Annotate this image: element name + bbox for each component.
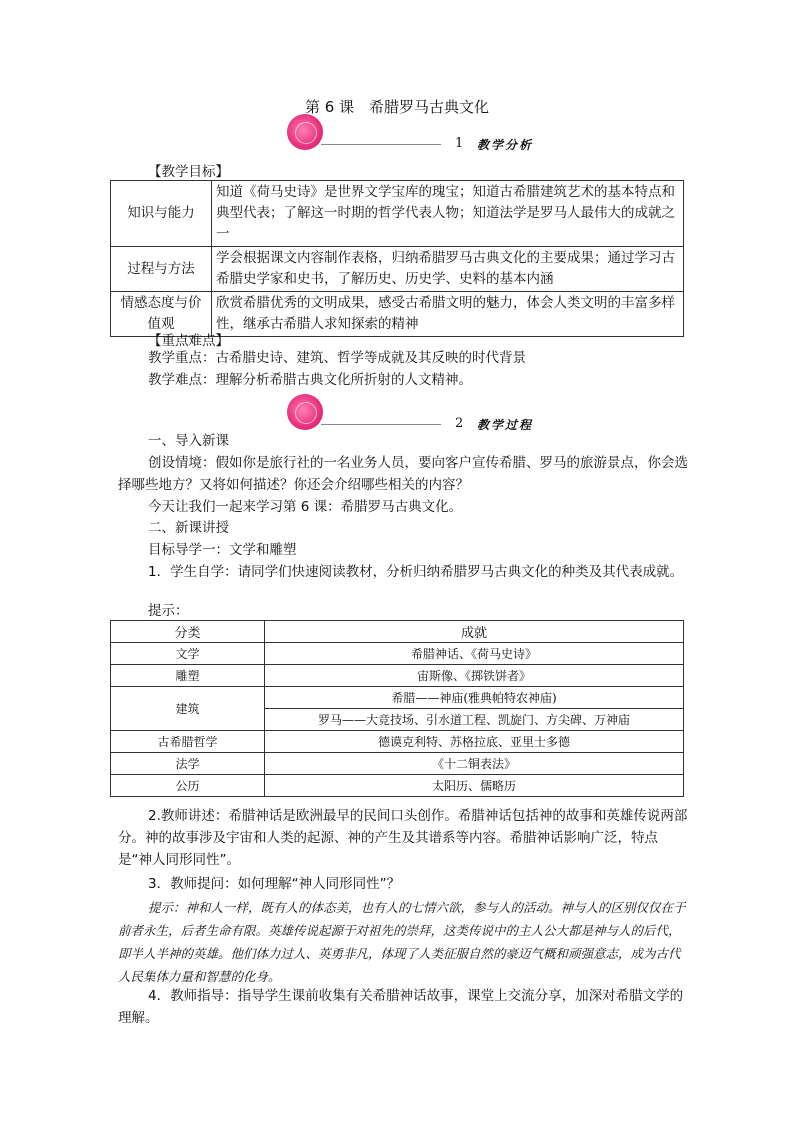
section-banner-analysis — [287, 114, 707, 154]
step2-paragraph: 2.教师讲述：希腊神话是欧洲最早的民间口头创作。希腊神话包括神的故事和英雄传说两部分。神的故事涉及宇宙和人类的起源、神的产生及其谱系等内容。希腊神话影响广泛，特点是“神人同形同性”。 — [118, 808, 688, 868]
hint2-paragraph: 提示：神和人一样，既有人的体态美，也有人的七情六欲，参与人的活动。神与人的区别仅仅在于前者永生，后者生命有限。英雄传说起源于对祖先的崇拜，这类传说中的主人公大都是神与人的后代，即半人半神的英雄。他们体力过人、英勇非凡，体现了人类征服自然的豪迈气概和顽强意志，成为古代人民集体力量和智慧的化身。 — [118, 900, 686, 984]
header-achievement: 成就 — [265, 621, 684, 643]
goal-label: 知识与能力 — [111, 181, 212, 247]
table-cell: 罗马——大竞技场、引水道工程、凯旋门、方尖碑、万神庙 — [265, 709, 684, 731]
table-row — [111, 753, 684, 775]
goal-label: 过程与方法 — [111, 247, 212, 292]
header-category: 分类 — [111, 621, 265, 643]
section-label: 教学分析 — [477, 138, 534, 152]
table-row — [111, 731, 684, 753]
scenario-paragraph: 创设情境：假如你是旅行社的一名业务人员，要向客户宣传希腊、罗马的旅游景点，你会选择哪些地方？又将如何描述？你还会介绍哪些相关的内容？ — [118, 455, 688, 493]
goal-text: 学会根据课文内容制作表格，归纳希腊罗马古典文化的主要成果；通过学习古希腊史学家和史书，了解历史、历史学、史料的基本内涵 — [212, 247, 684, 292]
table-cell: 古希腊哲学 — [111, 731, 265, 753]
table-cell: 文学 — [111, 643, 265, 665]
table-header-row — [111, 621, 684, 643]
difficult-point: 教学难点：理解分析希腊古典文化所折射的人文精神。 — [148, 372, 472, 388]
pink-circle-icon — [287, 114, 323, 150]
table-row — [111, 247, 684, 292]
section-label: 教学过程 — [477, 418, 534, 432]
goal-text: 欣赏希腊优秀的文明成果，感受古希腊文明的魅力，体会人类文明的丰富多样性，继承古希腊人求知探索的精神 — [212, 292, 684, 337]
table-cell: 希腊神话、《荷马史诗》 — [265, 643, 684, 665]
guide1-heading: 目标导学一：文学和雕塑 — [148, 542, 297, 558]
step4-paragraph: 4．教师指导：指导学生课前收集有关希腊神话故事，课堂上交流分享，加深对希腊文学的理解。 — [118, 988, 684, 1026]
table-cell: 宙斯像、《掷铁饼者》 — [265, 665, 684, 687]
key-point: 教学重点：古希腊史诗、建筑、哲学等成就及其反映的时代背景 — [148, 350, 526, 366]
banner-line — [321, 424, 441, 425]
table-cell: 《十二铜表法》 — [265, 753, 684, 775]
table-row — [111, 687, 684, 709]
table-cell: 太阳历、儒略历 — [265, 775, 684, 797]
table-row — [111, 643, 684, 665]
goals-table — [110, 180, 684, 337]
goal-label: 情感态度与价值观 — [111, 292, 212, 337]
table-cell: 公历 — [111, 775, 265, 797]
hint-label: 提示： — [148, 603, 189, 619]
table-cell: 雕塑 — [111, 665, 265, 687]
banner-line — [321, 144, 441, 145]
section-banner-process — [287, 394, 707, 434]
key-heading: 【重点难点】 — [148, 333, 229, 349]
part1-heading: 一、导入新课 — [148, 433, 229, 449]
pink-circle-icon — [287, 394, 323, 430]
today-line: 今天让我们一起来学习第 6 课：希腊罗马古典文化。 — [148, 499, 463, 515]
page-title: 第 6 课 希腊罗马古典文化 — [304, 98, 490, 116]
part2-heading: 二、新课讲授 — [148, 520, 229, 536]
table-row — [111, 775, 684, 797]
table-cell: 希腊——神庙(雅典帕特农神庙) — [265, 687, 684, 709]
achievement-table — [110, 620, 684, 797]
step3-line: 3．教师提问：如何理解“神人同形同性”？ — [148, 876, 401, 892]
section-number: 2 — [455, 416, 464, 431]
step1-paragraph: 1．学生自学：请同学们快速阅读教材，分析归纳希腊罗马古典文化的种类及其代表成就。 — [148, 564, 684, 580]
table-row — [111, 181, 684, 247]
goals-heading: 【教学目标】 — [148, 164, 229, 180]
table-cell: 法学 — [111, 753, 265, 775]
goal-text: 知道《荷马史诗》是世界文学宝库的瑰宝；知道古希腊建筑艺术的基本特点和典型代表；了解这一时期的哲学代表人物；知道法学是罗马人最伟大的成就之一 — [212, 181, 684, 247]
table-cell: 建筑 — [111, 687, 265, 731]
table-cell: 德谟克利特、苏格拉底、亚里士多德 — [265, 731, 684, 753]
table-row — [111, 665, 684, 687]
section-number: 1 — [455, 136, 464, 151]
